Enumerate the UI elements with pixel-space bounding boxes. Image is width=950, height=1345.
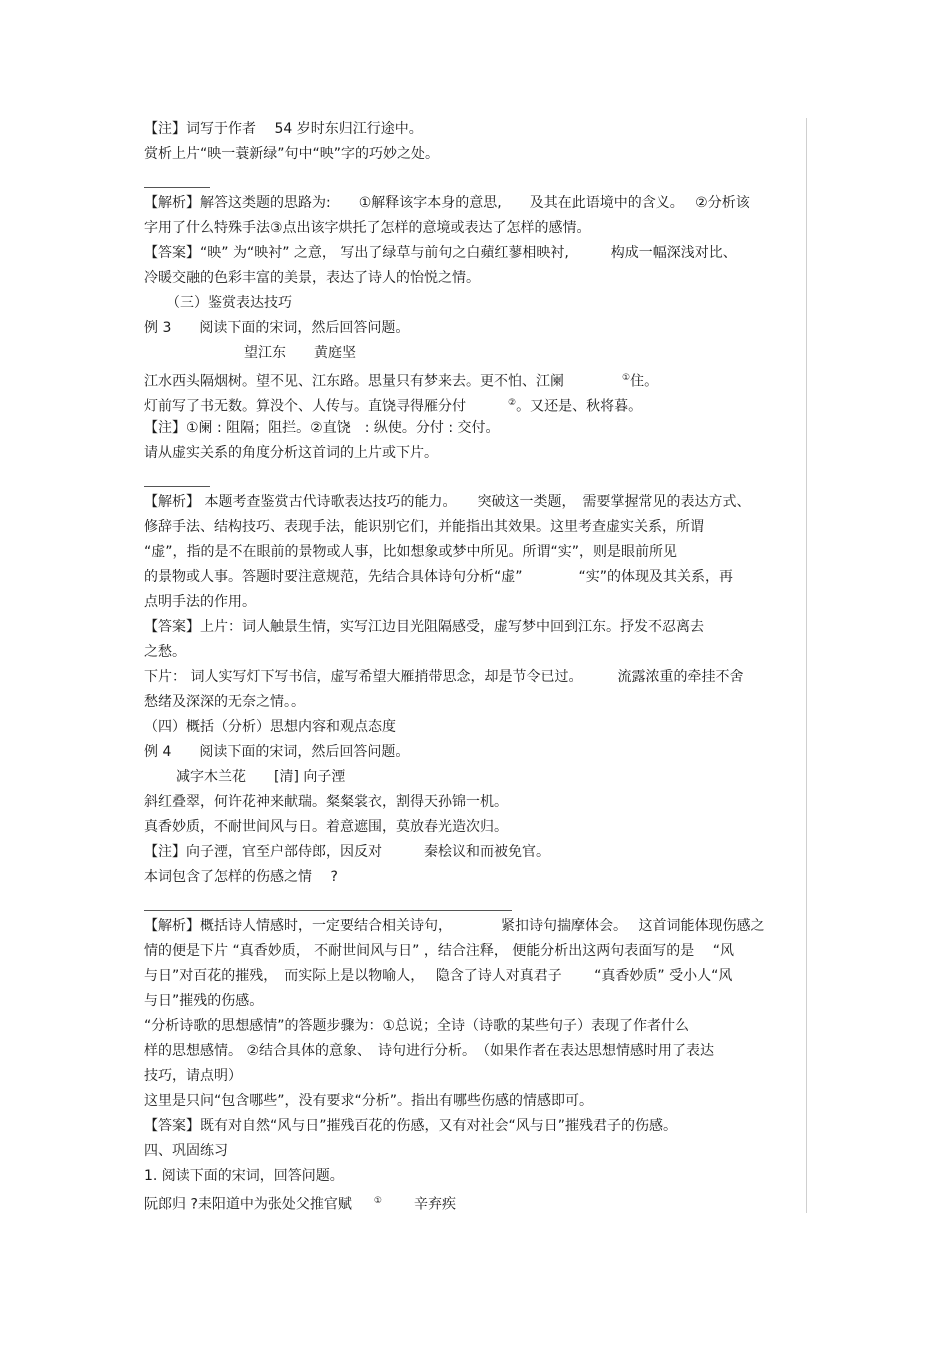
- answer-blank-rule: [144, 910, 512, 911]
- poem-line: 真香妙质，不耐世间风与日。着意遮围，莫放春光造次归。: [144, 819, 508, 835]
- analysis-line: 与日”对百花的摧残， 而实际上是以物喻人， 隐含了诗人对真君子 “真香妙质” 受小人“风: [144, 968, 733, 984]
- note-line: 【注】①阑 : 阻隔；阻拦。②直饶 : 纵使。分付 : 交付。: [144, 420, 500, 436]
- analysis-line: 与日”摧残的伤感。: [144, 993, 264, 1009]
- question-line: 赏析上片“映一蓑新绿”句中“映”字的巧妙之处。: [144, 146, 440, 162]
- method-line: 这里是只问“包含哪些”，没有要求“分析”。指出有哪些伤感的情感即可。: [144, 1093, 594, 1109]
- analysis-line: 【解析】 本题考查鉴赏古代诗歌表达技巧的能力。 突破这一类题， 需要掌握常见的表达方式、: [144, 494, 751, 510]
- poem-author: 辛弃疾: [413, 1196, 456, 1213]
- poem-title: 望江东 黄庭坚: [244, 345, 356, 361]
- method-line: 技巧，请点明）: [144, 1068, 242, 1084]
- footnote-mark: ①: [622, 373, 631, 383]
- poem-line: [144, 393, 642, 417]
- poem-line: [144, 368, 658, 392]
- answer-line: 【答案】“映” 为“映衬” 之意， 写出了绿草与前句之白蘋红蓼相映衬, 构成一幅深浅对比、: [144, 245, 737, 261]
- answer-blank-rule: [144, 187, 210, 188]
- poem-text: 灯前写了书无数。算没个、人传与。直饶寻得雁分付: [144, 398, 466, 415]
- analysis-line: 情的便是下片 “真香妙质， 不耐世间风与日” ，结合注释， 便能分析出这两句表面写的是 “风: [144, 943, 735, 959]
- analysis-line: 字用了什么特殊手法③点出该字烘托了怎样的意境或表达了怎样的感情。: [144, 220, 591, 236]
- footnote-mark: ②: [508, 398, 517, 408]
- answer-line: 冷暖交融的色彩丰富的美景，表达了诗人的怡悦之情。: [144, 270, 480, 286]
- answer-line: 愁绪及深深的无奈之情。。: [144, 694, 305, 710]
- answer-line: 下片： 词人实写灯下写书信，虚写希望大雁捎带思念，却是节令已过。 流露浓重的牵挂不舍: [144, 669, 744, 685]
- answer-blank-rule: [144, 486, 210, 487]
- exercise-line: 1. 阅读下面的宋词，回答问题。: [144, 1168, 344, 1184]
- analysis-line: “虚”，指的是不在眼前的景物或人事，比如想象或梦中所见。所谓“实”，则是眼前所见: [144, 544, 678, 560]
- question-line: 本词包含了怎样的伤感之情 ?: [144, 869, 338, 885]
- poem-text: 江水西头隔烟树。望不见、江东路。思量只有梦来去。更不怕、江阑: [144, 373, 564, 390]
- answer-line: 【答案】既有对自然“风与日”摧残百花的伤感，又有对社会“风与日”摧残君子的伤感。: [144, 1118, 678, 1134]
- poem-title: [144, 1191, 456, 1215]
- poem-line: 斜红叠翠，何许花神来献瑞。粲粲裳衣，割得天孙锦一机。: [144, 794, 508, 810]
- analysis-line: 点明手法的作用。: [144, 594, 256, 610]
- method-line: 样的思想感情。 ②结合具体的意象、 诗句进行分析。 （如果作者在表达思想情感时用了表达: [144, 1043, 714, 1059]
- poem-title: 减字木兰花 [清] 向子湮: [176, 769, 346, 785]
- analysis-line: 【解析】概括诗人情感时，一定要结合相关诗句， 紧扣诗句揣摩体会。 这首词能体现伤感之: [144, 918, 765, 934]
- method-line: “分析诗歌的思想感情”的答题步骤为：①总说；全诗（诗歌的某些句子）表现了作者什么: [144, 1018, 690, 1034]
- note-line: 【注】词写于作者 54 岁时东归江行途中。: [144, 121, 423, 137]
- analysis-line: 修辞手法、结构技巧、表现手法，能识别它们，并能指出其效果。这里考查虚实关系，所谓: [144, 519, 704, 535]
- analysis-line: 【解析】解答这类题的思路为: ①解释该字本身的意思, 及其在此语境中的含义。 ②分析该: [144, 195, 750, 211]
- example-heading: 例 3 阅读下面的宋词，然后回答问题。: [144, 320, 410, 336]
- section-heading: （三）鉴赏表达技巧: [166, 295, 292, 311]
- question-line: 请从虚实关系的角度分析这首词的上片或下片。: [144, 445, 438, 461]
- poem-title-text: 阮郎归 ?耒阳道中为张处父推官赋: [144, 1196, 352, 1213]
- analysis-line: 的景物或人事。答题时要注意规范，先结合具体诗句分析“虚” “实”的体现及其关系，再: [144, 569, 734, 585]
- section-heading: （四）概括（分析）思想内容和观点态度: [144, 719, 396, 735]
- poem-text: 住。: [630, 373, 659, 390]
- answer-line: 【答案】上片：词人触景生情，实写江边目光阻隔感受，虚写梦中回到江东。抒发不忍离去: [144, 619, 704, 635]
- right-margin-rule: [806, 118, 807, 1213]
- poem-text: 。又还是、秋将暮。: [516, 398, 643, 415]
- answer-line: 之愁。: [144, 644, 186, 660]
- note-line: 【注】向子湮，官至户部侍郎，因反对 秦桧议和而被免官。: [144, 844, 550, 860]
- section-heading: 四、巩固练习: [144, 1143, 228, 1159]
- footnote-mark: ①: [373, 1196, 382, 1206]
- example-heading: 例 4 阅读下面的宋词，然后回答问题。: [144, 744, 410, 760]
